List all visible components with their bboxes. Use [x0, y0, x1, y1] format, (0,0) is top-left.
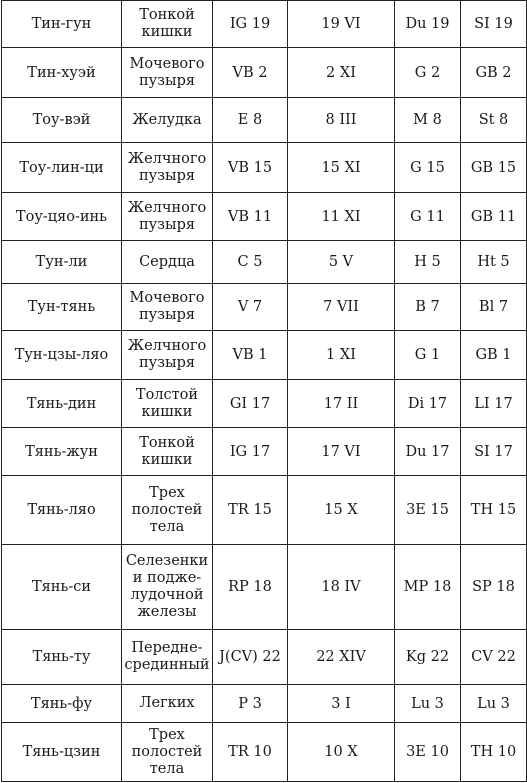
- code-english-cell: LI 17: [461, 380, 527, 428]
- point-name-cell: Тун-тянь: [2, 284, 122, 331]
- code-roman-cell: 3 I: [288, 685, 395, 723]
- code-english-cell: SI 17: [461, 428, 527, 476]
- code-german-cell: M 8: [395, 98, 461, 143]
- code-french-cell: VB 11: [213, 193, 288, 241]
- code-roman-cell: 7 VII: [288, 284, 395, 331]
- code-german-cell: H 5: [395, 241, 461, 284]
- code-roman-cell: 17 II: [288, 380, 395, 428]
- point-name-cell: Тянь-фу: [2, 685, 122, 723]
- point-name-cell: Тянь-жун: [2, 428, 122, 476]
- meridian-cell: Сердца: [122, 241, 213, 284]
- meridian-cell: Толстой кишки: [122, 380, 213, 428]
- table-row: [2, 545, 527, 630]
- code-german-cell: G 2: [395, 48, 461, 98]
- point-name-cell: Тун-ли: [2, 241, 122, 284]
- code-german-cell: Kg 22: [395, 630, 461, 685]
- meridian-cell: Желудка: [122, 98, 213, 143]
- point-name-cell: Тянь-дин: [2, 380, 122, 428]
- code-roman-cell: 15 XI: [288, 143, 395, 193]
- code-roman-cell: 8 III: [288, 98, 395, 143]
- table-row: [2, 331, 527, 380]
- code-french-cell: RP 18: [213, 545, 288, 630]
- point-name-cell: Тоу-вэй: [2, 98, 122, 143]
- table-row: [2, 380, 527, 428]
- code-english-cell: Lu 3: [461, 685, 527, 723]
- table-row: [2, 630, 527, 685]
- code-french-cell: J(CV) 22: [213, 630, 288, 685]
- point-name-cell: Тун-цзы-ляо: [2, 331, 122, 380]
- code-english-cell: St 8: [461, 98, 527, 143]
- table-row: [2, 1, 527, 48]
- point-name-cell: Тянь-си: [2, 545, 122, 630]
- point-name-cell: Тянь-ту: [2, 630, 122, 685]
- code-german-cell: Di 17: [395, 380, 461, 428]
- code-french-cell: TR 10: [213, 723, 288, 782]
- table-row: [2, 476, 527, 545]
- point-name-cell: Тянь-цзин: [2, 723, 122, 782]
- code-french-cell: GI 17: [213, 380, 288, 428]
- meridian-cell: Мочевого пузыря: [122, 284, 213, 331]
- code-german-cell: MP 18: [395, 545, 461, 630]
- code-roman-cell: 10 X: [288, 723, 395, 782]
- code-english-cell: GB 2: [461, 48, 527, 98]
- point-name-cell: Тин-хуэй: [2, 48, 122, 98]
- code-french-cell: V 7: [213, 284, 288, 331]
- table-row: [2, 284, 527, 331]
- code-english-cell: CV 22: [461, 630, 527, 685]
- code-english-cell: GB 15: [461, 143, 527, 193]
- code-french-cell: VB 1: [213, 331, 288, 380]
- code-roman-cell: 18 IV: [288, 545, 395, 630]
- meridian-cell: Желчного пузыря: [122, 143, 213, 193]
- code-english-cell: Bl 7: [461, 284, 527, 331]
- meridian-cell: Трех полостей тела: [122, 723, 213, 782]
- code-english-cell: Ht 5: [461, 241, 527, 284]
- code-english-cell: SP 18: [461, 545, 527, 630]
- meridian-cell: Тонкой кишки: [122, 1, 213, 48]
- code-german-cell: Du 17: [395, 428, 461, 476]
- code-french-cell: VB 15: [213, 143, 288, 193]
- point-name-cell: Тянь-ляо: [2, 476, 122, 545]
- code-french-cell: TR 15: [213, 476, 288, 545]
- table-row: [2, 241, 527, 284]
- meridian-cell: Передне- срединный: [122, 630, 213, 685]
- code-french-cell: IG 19: [213, 1, 288, 48]
- point-name-cell: Тоу-лин-ци: [2, 143, 122, 193]
- point-name-cell: Тоу-цяо-инь: [2, 193, 122, 241]
- code-german-cell: G 11: [395, 193, 461, 241]
- table-row: [2, 723, 527, 782]
- table-row: [2, 98, 527, 143]
- code-german-cell: G 1: [395, 331, 461, 380]
- code-french-cell: C 5: [213, 241, 288, 284]
- code-roman-cell: 2 XI: [288, 48, 395, 98]
- code-french-cell: P 3: [213, 685, 288, 723]
- code-french-cell: IG 17: [213, 428, 288, 476]
- table-body: [2, 1, 527, 782]
- code-roman-cell: 19 VI: [288, 1, 395, 48]
- code-french-cell: E 8: [213, 98, 288, 143]
- code-english-cell: TH 15: [461, 476, 527, 545]
- point-name-cell: Тин-гун: [2, 1, 122, 48]
- code-roman-cell: 22 XIV: [288, 630, 395, 685]
- meridian-cell: Легких: [122, 685, 213, 723]
- code-german-cell: 3E 10: [395, 723, 461, 782]
- table-row: [2, 685, 527, 723]
- meridian-cell: Мочевого пузыря: [122, 48, 213, 98]
- code-german-cell: 3E 15: [395, 476, 461, 545]
- meridian-cell: Тонкой кишки: [122, 428, 213, 476]
- code-german-cell: G 15: [395, 143, 461, 193]
- table-row: [2, 143, 527, 193]
- code-roman-cell: 11 XI: [288, 193, 395, 241]
- code-german-cell: Du 19: [395, 1, 461, 48]
- table-row: [2, 48, 527, 98]
- code-roman-cell: 17 VI: [288, 428, 395, 476]
- code-english-cell: SI 19: [461, 1, 527, 48]
- meridian-cell: Селезенки и подже- лудочной железы: [122, 545, 213, 630]
- code-english-cell: TH 10: [461, 723, 527, 782]
- code-roman-cell: 5 V: [288, 241, 395, 284]
- code-german-cell: B 7: [395, 284, 461, 331]
- meridian-cell: Желчного пузыря: [122, 193, 213, 241]
- code-english-cell: GB 1: [461, 331, 527, 380]
- table-row: [2, 193, 527, 241]
- acupoint-table: [1, 0, 527, 782]
- code-english-cell: GB 11: [461, 193, 527, 241]
- code-french-cell: VB 2: [213, 48, 288, 98]
- table-row: [2, 428, 527, 476]
- code-german-cell: Lu 3: [395, 685, 461, 723]
- code-roman-cell: 15 X: [288, 476, 395, 545]
- meridian-cell: Трех полостей тела: [122, 476, 213, 545]
- code-roman-cell: 1 XI: [288, 331, 395, 380]
- meridian-cell: Желчного пузыря: [122, 331, 213, 380]
